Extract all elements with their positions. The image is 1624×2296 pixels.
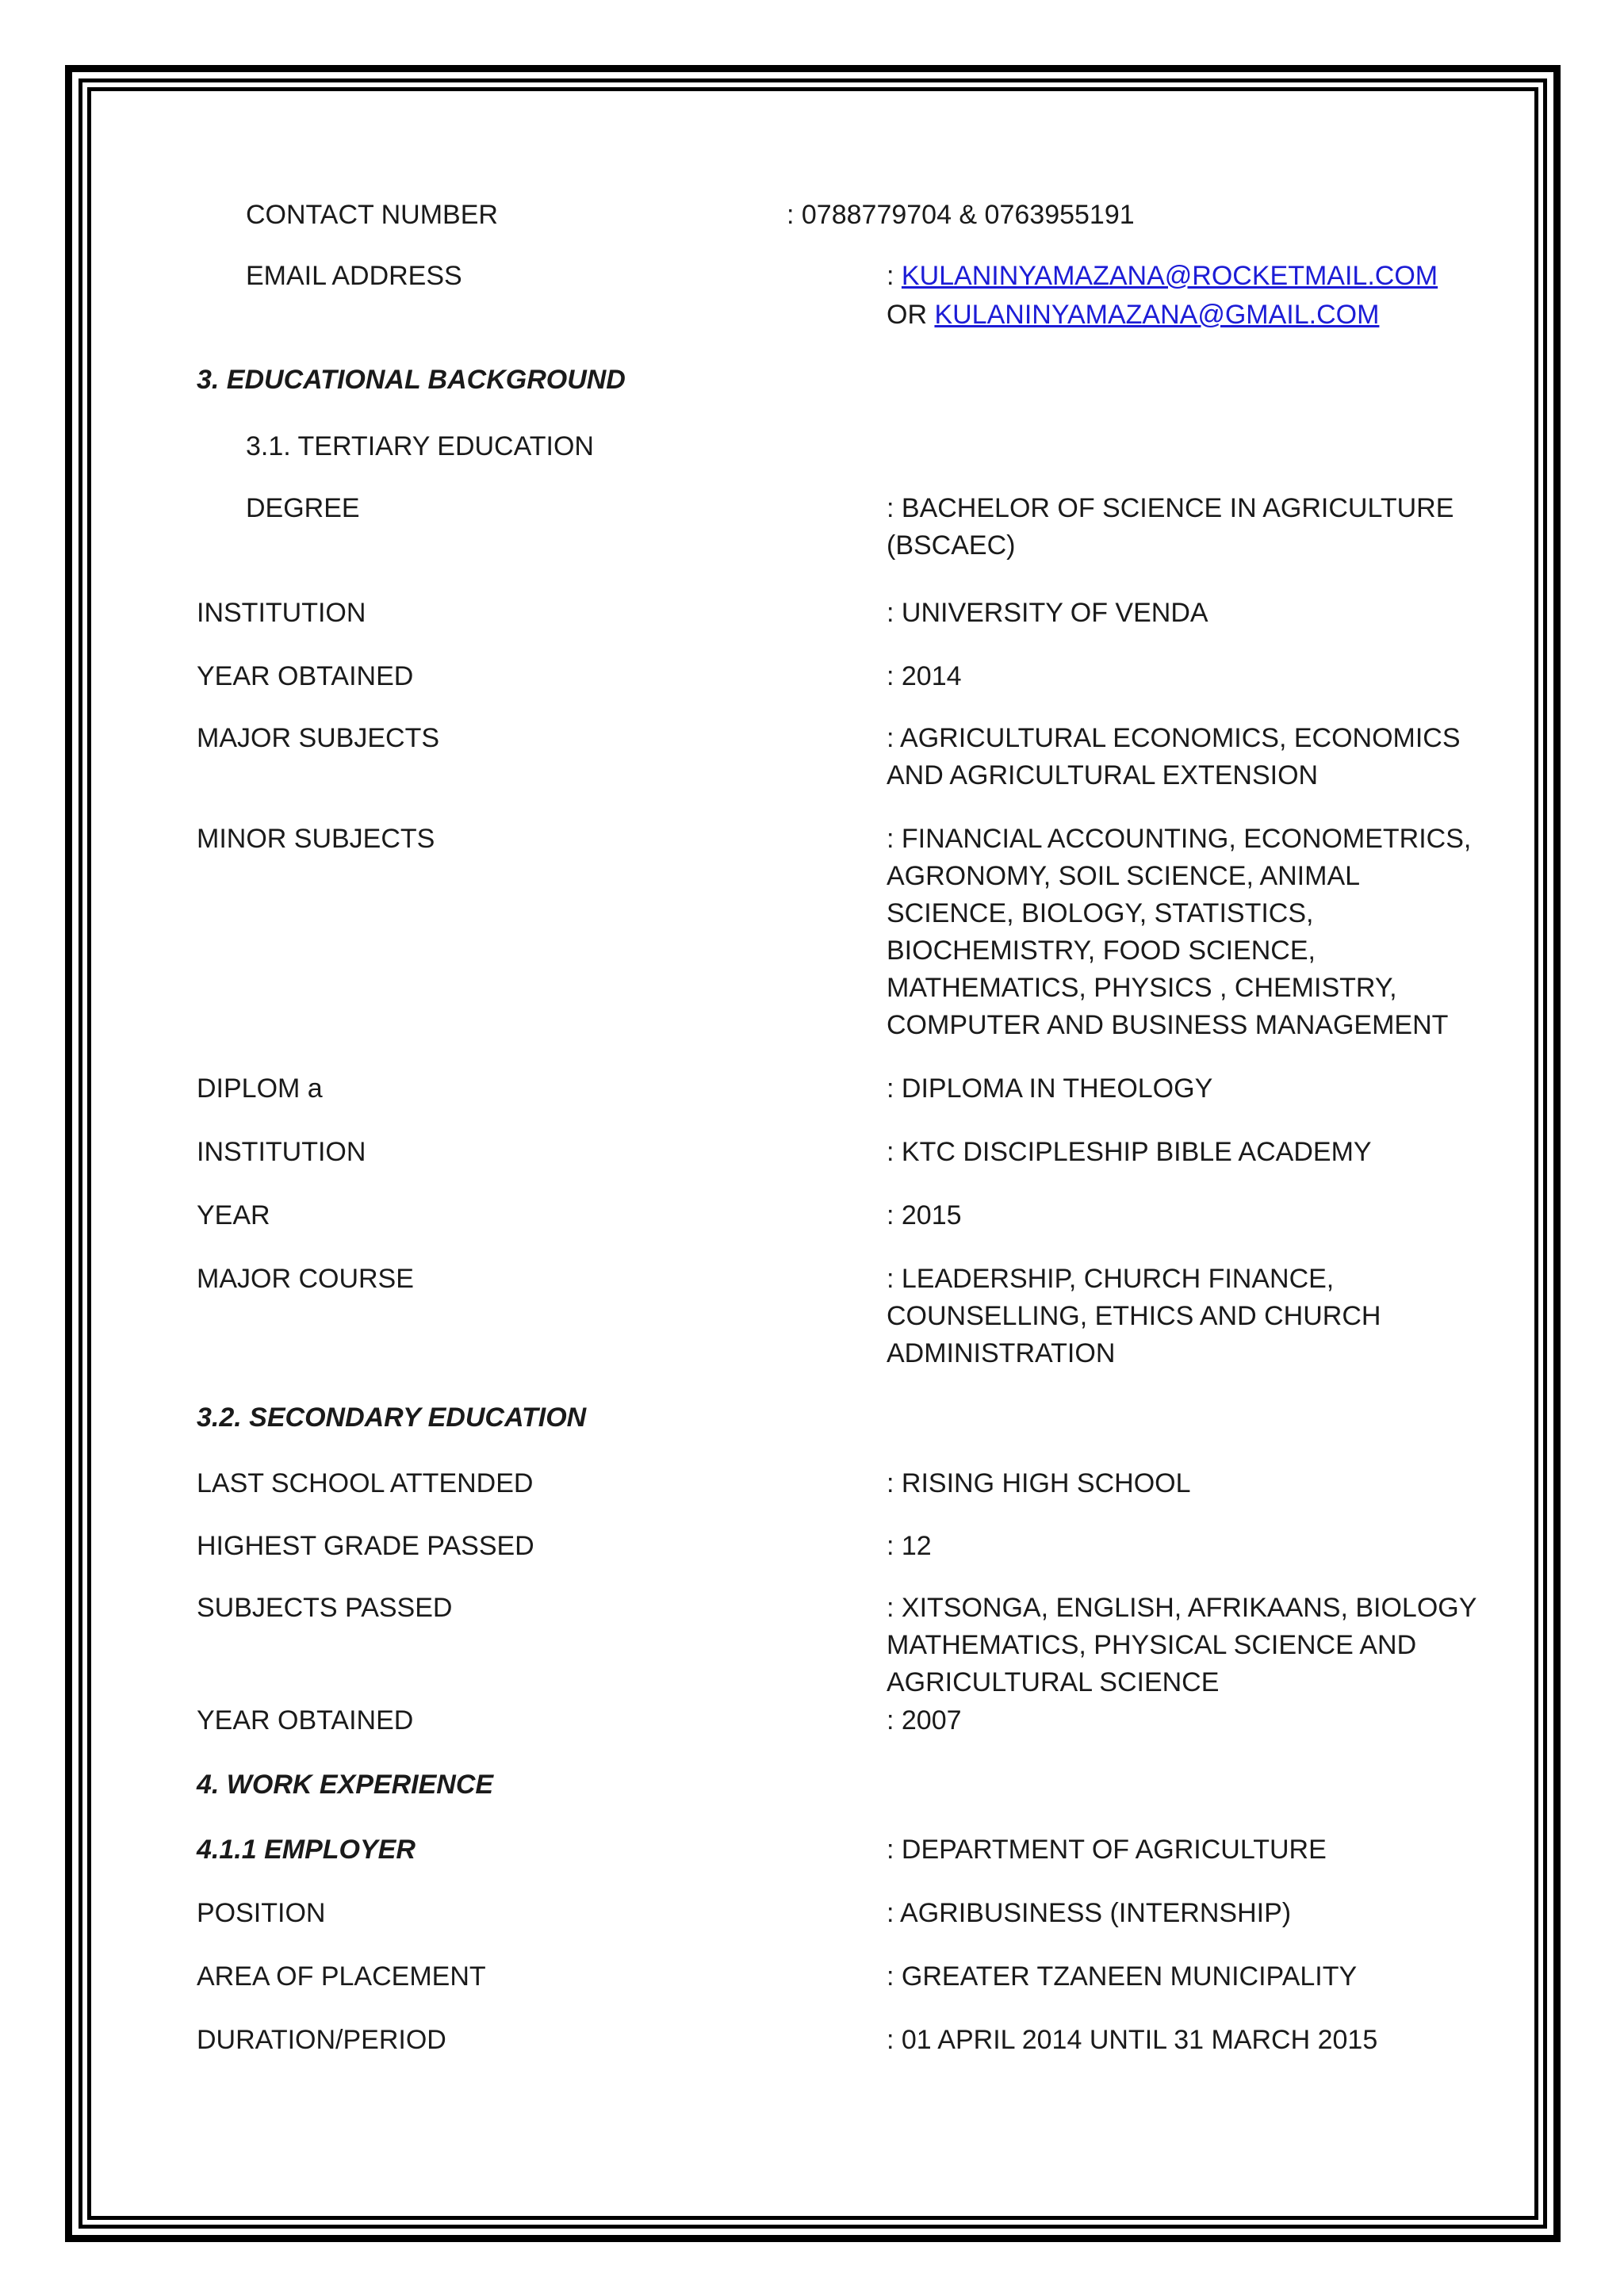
highest-grade-label: HIGHEST GRADE PASSED — [197, 1531, 534, 1561]
year-obtained-value: : 2014 — [887, 661, 962, 691]
major-course-label: MAJOR COURSE — [197, 1264, 414, 1294]
secondary-education-heading: 3.2. SECONDARY EDUCATION — [197, 1402, 587, 1433]
educational-background-heading: 3. EDUCATIONAL BACKGROUND — [197, 365, 626, 395]
last-school-label: LAST SCHOOL ATTENDED — [197, 1468, 534, 1498]
secondary-year-value: : 2007 — [887, 1705, 962, 1735]
major-subjects-line-1: : AGRICULTURAL ECONOMICS, ECONOMICS — [887, 723, 1461, 753]
degree-value-line-1: : BACHELOR OF SCIENCE IN AGRICULTURE — [887, 493, 1454, 523]
minor-subjects-label: MINOR SUBJECTS — [197, 824, 435, 854]
diploma-label: DIPLOM a — [197, 1073, 323, 1104]
email-primary-row — [887, 258, 1438, 295]
minor-subjects-line-3: SCIENCE, BIOLOGY, STATISTICS, — [887, 898, 1314, 928]
email-address-label: EMAIL ADDRESS — [246, 261, 462, 291]
degree-label: DEGREE — [246, 493, 360, 523]
email-secondary-row — [887, 297, 1379, 334]
major-subjects-line-2: AND AGRICULTURAL EXTENSION — [887, 760, 1319, 790]
major-subjects-label: MAJOR SUBJECTS — [197, 723, 440, 753]
area-of-placement-label: AREA OF PLACEMENT — [197, 1961, 486, 1992]
degree-value-line-2: (BSCAEC) — [887, 530, 1016, 561]
minor-subjects-line-1: : FINANCIAL ACCOUNTING, ECONOMETRICS, — [887, 824, 1472, 854]
secondary-year-label: YEAR OBTAINED — [197, 1705, 414, 1735]
minor-subjects-line-6: COMPUTER AND BUSINESS MANAGEMENT — [887, 1010, 1449, 1040]
subjects-passed-line-2: MATHEMATICS, PHYSICAL SCIENCE AND — [887, 1630, 1417, 1660]
employer-value: : DEPARTMENT OF AGRICULTURE — [887, 1835, 1327, 1865]
duration-label: DURATION/PERIOD — [197, 2025, 446, 2055]
minor-subjects-line-5: MATHEMATICS, PHYSICS , CHEMISTRY, — [887, 973, 1397, 1003]
institution-label: INSTITUTION — [197, 598, 366, 628]
major-course-line-2: COUNSELLING, ETHICS AND CHURCH — [887, 1301, 1381, 1331]
subjects-passed-line-1: : XITSONGA, ENGLISH, AFRIKAANS, BIOLOGY — [887, 1593, 1477, 1623]
institution-value: : UNIVERSITY OF VENDA — [887, 598, 1208, 628]
diploma-year-label: YEAR — [197, 1200, 270, 1230]
tertiary-education-heading: 3.1. TERTIARY EDUCATION — [246, 431, 594, 461]
minor-subjects-line-4: BIOCHEMISTRY, FOOD SCIENCE, — [887, 936, 1316, 966]
area-of-placement-value: : GREATER TZANEEN MUNICIPALITY — [887, 1961, 1358, 1992]
position-label: POSITION — [197, 1898, 326, 1928]
diploma-year-value: : 2015 — [887, 1200, 962, 1230]
subjects-passed-line-3: AGRICULTURAL SCIENCE — [887, 1667, 1220, 1697]
email-secondary-link[interactable]: KULANINYAMAZANA@GMAIL.COM — [934, 300, 1380, 330]
subjects-passed-label: SUBJECTS PASSED — [197, 1593, 453, 1623]
last-school-value: : RISING HIGH SCHOOL — [887, 1468, 1191, 1498]
duration-value: : 01 APRIL 2014 UNTIL 31 MARCH 2015 — [887, 2025, 1378, 2055]
minor-subjects-line-2: AGRONOMY, SOIL SCIENCE, ANIMAL — [887, 861, 1361, 891]
position-value: : AGRIBUSINESS (INTERNSHIP) — [887, 1898, 1292, 1928]
employer-label: 4.1.1 EMPLOYER — [197, 1835, 416, 1865]
work-experience-heading: 4. WORK EXPERIENCE — [197, 1770, 494, 1800]
diploma-institution-label: INSTITUTION — [197, 1137, 366, 1167]
diploma-value: : DIPLOMA IN THEOLOGY — [887, 1073, 1213, 1104]
highest-grade-value: : 12 — [887, 1531, 932, 1561]
contact-number-label: CONTACT NUMBER — [246, 200, 498, 230]
contact-number-value: : 0788779704 & 0763955191 — [787, 200, 1135, 230]
email-or-text: OR — [887, 300, 935, 330]
year-obtained-label: YEAR OBTAINED — [197, 661, 414, 691]
diploma-institution-value: : KTC DISCIPLESHIP BIBLE ACADEMY — [887, 1137, 1372, 1167]
email-primary-link[interactable]: KULANINYAMAZANA@ROCKETMAIL.COM — [901, 261, 1438, 291]
major-course-line-1: : LEADERSHIP, CHURCH FINANCE, — [887, 1264, 1335, 1294]
email-prefix: : — [887, 261, 902, 291]
major-course-line-3: ADMINISTRATION — [887, 1338, 1116, 1368]
